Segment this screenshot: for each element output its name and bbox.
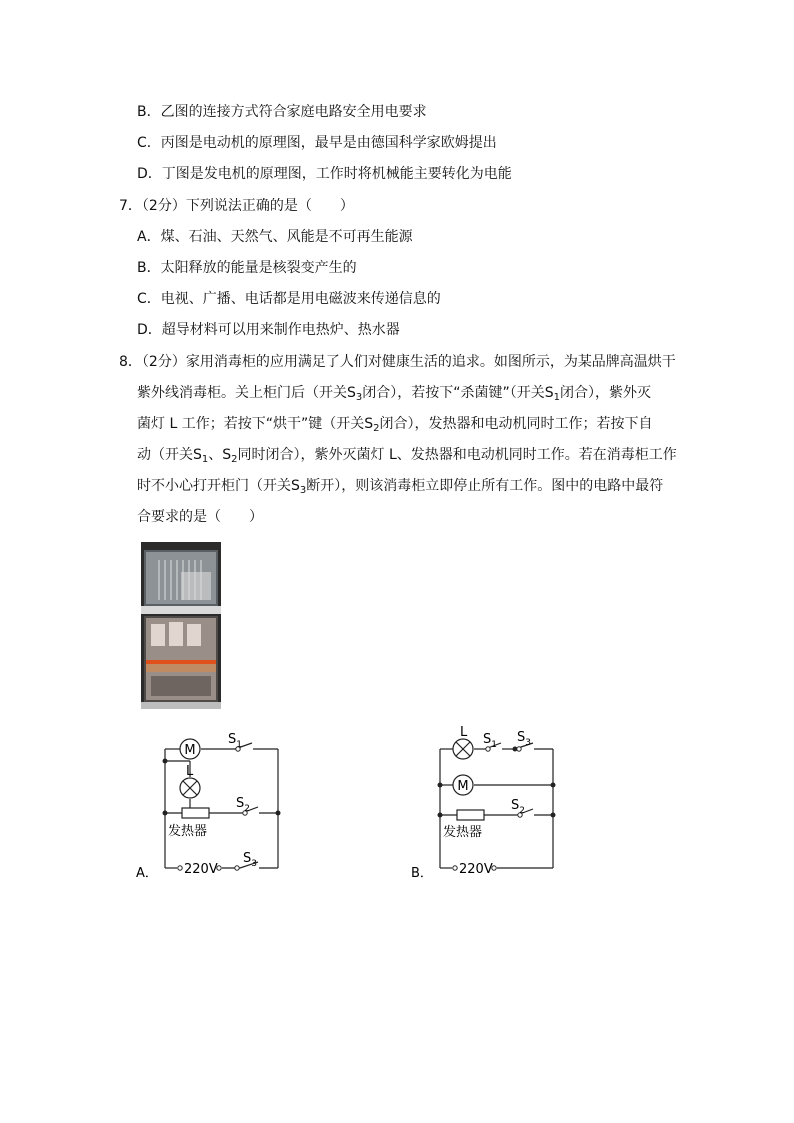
circuit-b <box>405 725 565 885</box>
switch-s3-label: $S_3$ <box>243 851 257 869</box>
lamp-label: L <box>186 764 194 779</box>
motor-label: M <box>184 743 196 758</box>
heater-symbol <box>182 808 209 818</box>
voltage-label: 220V <box>184 862 218 877</box>
q6-option-d: D．丁图是发电机的原理图，工作时将机械能主要转化为电能 <box>137 166 512 182</box>
switch-s2-label: $S_2$ <box>511 798 525 816</box>
switch-s1-label: $S_1$ <box>483 732 497 750</box>
circuit-a <box>130 725 290 885</box>
voltage-label: 220V <box>459 862 493 877</box>
switch-s1-label: $S_1$ <box>228 732 242 750</box>
q8-line-3: 菌灯 L 工作；若按下“烘干”键（开关$S_2$闭合），发热器和电动机同时工作；若按下自 <box>137 416 653 434</box>
q8-line-6: 合要求的是（ ） <box>137 509 263 525</box>
heater-label: 发热器 <box>168 824 208 839</box>
q6-option-b: B．乙图的连接方式符合家庭电路安全用电要求 <box>137 104 427 120</box>
lamp-label: L <box>460 725 468 740</box>
q7-stem: 7．（2分）下列说法正确的是（ ） <box>119 198 354 214</box>
option-b-label: B． <box>411 866 433 881</box>
motor-label: M <box>457 779 469 794</box>
heater-symbol <box>457 810 484 820</box>
switch-s3-label: $S_3$ <box>517 730 531 748</box>
q8-line-4: 动（开关$S_1$、$S_2$同时闭合），紫外灭菌灯 L、发热器和电动机同时工作。若在消毒柜工作 <box>137 447 677 465</box>
switch-s2-label: $S_2$ <box>236 796 250 814</box>
q7-option-b: B．太阳释放的能量是核裂变产生的 <box>137 260 357 276</box>
q8-line-1: 8．（2分）家用消毒柜的应用满足了人们对健康生活的追求。如图所示，为某品牌高温烘干 <box>119 354 676 370</box>
heater-label: 发热器 <box>443 825 483 840</box>
q7-option-d: D．超导材料可以用来制作电热炉、热水器 <box>137 322 400 338</box>
q7-option-c: C．电视、广播、电话都是用电磁波来传递信息的 <box>137 291 441 307</box>
q8-line-5: 时不小心打开柜门（开关$S_3$断开），则该消毒柜立即停止所有工作。图中的电路中最符 <box>137 478 664 496</box>
q7-option-a: A．煤、石油、天然气、风能是不可再生能源 <box>137 229 413 245</box>
q6-option-c: C．丙图是电动机的原理图，最早是由德国科学家欧姆提出 <box>137 135 497 151</box>
disinfection-cabinet-photo <box>141 542 221 709</box>
q8-line-2: 紫外线消毒柜。关上柜门后（开关$S_3$闭合），若按下“杀菌键”（开关$S_1$闭合），紫外灭 <box>137 385 652 403</box>
option-a-label: A． <box>136 866 158 881</box>
